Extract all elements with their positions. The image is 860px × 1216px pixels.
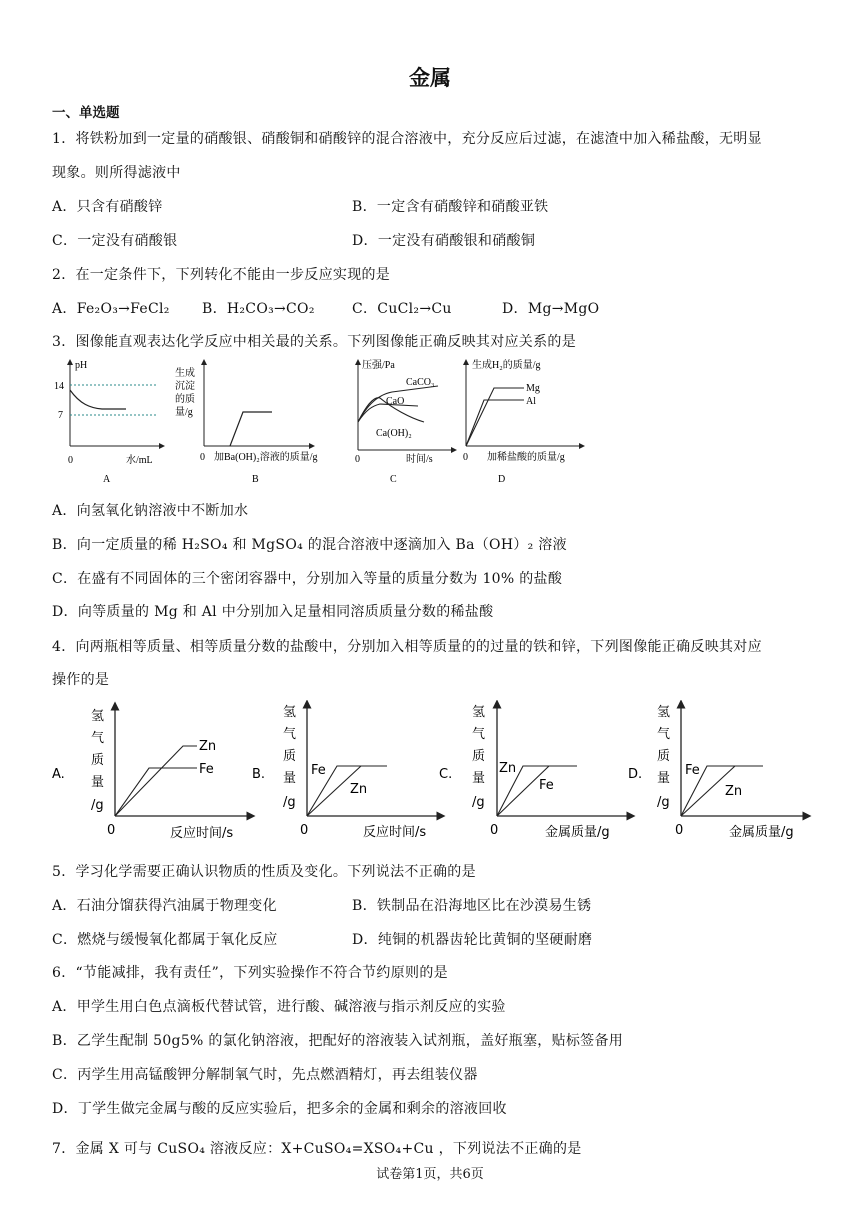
q4-a-label-fe: Fe: [199, 762, 214, 777]
q5-option-d: D．纯铜的机器齿轮比黄铜的坚硬耐磨: [352, 932, 593, 948]
q4-b-ylabel-5: /g: [283, 795, 296, 810]
q4-b-xlabel: 反应时间/s: [363, 825, 427, 840]
q4-c-ylabel-2: 气: [472, 727, 486, 742]
page-footer: 试卷第1页，共6页: [376, 1167, 484, 1182]
q3-graphs: [40, 356, 600, 490]
q5-option-a: A．石油分馏获得汽油属于物理变化: [52, 898, 277, 914]
q3-option-d: D．向等质量的 Mg 和 Al 中分别加入足量相同溶质质量分数的稀盐酸: [52, 604, 494, 620]
q4-label-d: D.: [628, 767, 643, 782]
q3-graph-b: [175, 362, 317, 485]
q1-stem-line1: 1．将铁粉加到一定量的硝酸银、硝酸铜和硝酸锌的混合溶液中，充分反应后过滤，在滤渣中加入稀盐酸，无明显: [52, 131, 762, 147]
q5-option-c: C．燃烧与缓慢氧化都属于氧化反应: [52, 932, 278, 948]
graph-b-caption: B: [252, 474, 259, 485]
graph-c-series-caco3: CaCO₃: [406, 377, 435, 388]
q4-d-origin: 0: [675, 823, 684, 838]
q4-c-ylabel-3: 质: [472, 749, 486, 764]
q6-option-d: D．丁学生做完金属与酸的反应实验后，把多余的金属和剩余的溶液回收: [52, 1101, 507, 1117]
q3-stem: 3．图像能直观表达化学反应中相关最的关系。下列图像能正确反映其对应关系的是: [52, 334, 577, 350]
graph-d-ylabel: 生成H₂的质量/g: [472, 360, 541, 371]
q1-option-b: B．一定含有硝酸锌和硝酸亚铁: [352, 199, 549, 215]
graph-b-ylabel-1: 生成: [175, 368, 195, 379]
q4-stem-line1: 4．向两瓶相等质量、相等质量分数的盐酸中，分别加入相等质量的的过量的铁和锌，下列图像能正确反映其对应: [52, 639, 762, 655]
q5-stem: 5．学习化学需要正确认识物质的性质及变化。下列说法不正确的是: [52, 864, 476, 880]
q4-b-ylabel-3: 质: [283, 749, 297, 764]
q4-b-ylabel-4: 量: [283, 771, 297, 786]
q4-b-ylabel-2: 气: [283, 727, 297, 742]
q2-option-c: C．CuCl₂→Cu: [352, 301, 452, 317]
q4-a-ylabel-2: 气: [91, 731, 105, 746]
q4-label-c: C.: [439, 767, 453, 782]
q4-b-ylabel-1: 氢: [283, 705, 297, 720]
q4-a-label-zn: Zn: [199, 739, 217, 754]
graph-a-xlabel: 水/mL: [126, 455, 153, 466]
q4-graph-a: [52, 706, 251, 841]
q1-stem-line2: 现象。则所得滤液中: [52, 165, 181, 181]
q4-c-xlabel: 金属质量/g: [545, 825, 610, 840]
graph-b-ylabel-4: 量/g: [175, 407, 193, 418]
graph-b-ylabel-3: 的质: [175, 394, 195, 405]
q6-option-b: B．乙学生配制 50g5% 的氯化钠溶液，把配好的溶液装入试剂瓶，盖好瓶塞，贴标签备用: [52, 1033, 624, 1049]
q4-c-ylabel-1: 氢: [472, 705, 486, 720]
q3-graph-c: [355, 359, 454, 485]
graph-d-xlabel: 加稀盐酸的质量/g: [487, 452, 565, 463]
graph-a-origin: 0: [68, 455, 73, 466]
q4-d-xlabel: 金属质量/g: [729, 825, 794, 840]
q4-c-label-fe: Fe: [539, 778, 554, 793]
graph-a-ylabel: pH: [75, 360, 88, 371]
graph-b-origin: 0: [200, 452, 205, 463]
q2-stem: 2．在一定条件下，下列转化不能由一步反应实现的是: [52, 267, 391, 283]
q3-graph-d: [463, 358, 582, 485]
q4-a-xlabel: 反应时间/s: [170, 826, 234, 841]
q4-a-origin: 0: [107, 823, 116, 838]
q4-c-origin: 0: [490, 823, 499, 838]
q4-b-origin: 0: [300, 823, 309, 838]
graph-d-series-mg: Mg: [526, 383, 540, 394]
q4-d-ylabel-2: 气: [657, 727, 671, 742]
q4-d-label-fe: Fe: [685, 763, 700, 778]
q4-label-a: A.: [52, 767, 65, 782]
graph-c-xlabel: 时间/s: [406, 454, 433, 465]
q4-a-ylabel-5: /g: [91, 798, 104, 813]
q3-option-b: B．向一定质量的稀 H₂SO₄ 和 MgSO₄ 的混合溶液中逐滴加入 Ba（OH）₂ 溶液: [52, 537, 567, 553]
q5-option-b: B．铁制品在沿海地区比在沙漠易生锈: [352, 898, 592, 914]
q4-label-b: B.: [252, 767, 266, 782]
q6-option-a: A．甲学生用白色点滴板代替试管，进行酸、碱溶液与指示剂反应的实验: [52, 999, 506, 1015]
q4-a-ylabel-4: 量: [91, 775, 105, 790]
q4-a-ylabel-3: 质: [91, 753, 105, 768]
graph-d-origin: 0: [463, 452, 468, 463]
q4-stem-line2: 操作的是: [52, 672, 110, 688]
graph-c-caption: C: [390, 474, 397, 485]
q2-option-a: A．Fe₂O₃→FeCl₂: [52, 301, 170, 317]
q2-option-b: B．H₂CO₃→CO₂: [202, 301, 315, 317]
q3-option-c: C．在盛有不同固体的三个密闭容器中，分别加入等量的质量分数为 10% 的盐酸: [52, 571, 563, 587]
q1-option-a: A．只含有硝酸锌: [52, 199, 163, 215]
q6-option-c: C．丙学生用高锰酸钾分解制氧气时，先点燃酒精灯，再去组装仪器: [52, 1067, 478, 1083]
q4-c-ylabel-5: /g: [472, 795, 485, 810]
q1-option-d: D．一定没有硝酸银和硝酸铜: [352, 233, 536, 249]
graph-a-tick-14: 14: [54, 381, 64, 392]
graph-c-series-cao: CaO: [386, 396, 405, 407]
q4-d-ylabel-3: 质: [657, 749, 671, 764]
graph-d-caption: D: [498, 474, 506, 485]
q4-b-label-fe: Fe: [311, 763, 326, 778]
q3-graph-a: [54, 360, 162, 485]
graph-b-xlabel: 加Ba(OH)₂溶液的质量/g: [214, 452, 318, 463]
q4-a-curve-zn: [115, 746, 197, 816]
curve-al: [466, 400, 524, 446]
q4-graph-d: [628, 704, 807, 840]
q4-graphs: [45, 700, 815, 846]
q3-option-a: A．向氢氧化钠溶液中不断加水: [52, 503, 249, 519]
q6-stem: 6．“节能减排，我有责任”，下列实验操作不符合节约原则的是: [52, 965, 448, 981]
page-title: 金属: [409, 66, 451, 90]
q4-c-ylabel-4: 量: [472, 771, 486, 786]
q4-d-ylabel-5: /g: [657, 795, 670, 810]
q4-a-ylabel-1: 氢: [91, 709, 105, 724]
graph-d-series-al: Al: [526, 396, 536, 407]
q2-option-d: D．Mg→MgO: [502, 301, 600, 317]
curve-ph: [70, 390, 126, 409]
graph-c-origin: 0: [355, 454, 360, 465]
q4-graph-b: [252, 704, 441, 840]
q4-graph-c: [439, 704, 631, 840]
graph-a-caption: A: [103, 474, 111, 485]
curve-mg: [466, 388, 524, 446]
q4-d-ylabel-4: 量: [657, 771, 671, 786]
graph-a-tick-7: 7: [58, 410, 63, 421]
graph-c-series-caoh2: Ca(OH)₂: [376, 428, 412, 439]
q7-stem: 7．金属 X 可与 CuSO₄ 溶液反应：X+CuSO₄=XSO₄+Cu ，下列说法不正确的是: [52, 1141, 582, 1157]
q4-d-label-zn: Zn: [725, 784, 743, 799]
q1-option-c: C．一定没有硝酸银: [52, 233, 178, 249]
curve-precipitate: [230, 412, 272, 446]
graph-c-ylabel: 压强/Pa: [362, 360, 395, 371]
q4-c-label-zn: Zn: [499, 761, 517, 776]
graph-b-ylabel-2: 沉淀: [175, 381, 195, 392]
q4-a-curve-fe: [115, 768, 197, 816]
section-heading: 一、单选题: [52, 105, 120, 121]
q4-b-label-zn: Zn: [350, 782, 368, 797]
q4-d-ylabel-1: 氢: [657, 705, 671, 720]
